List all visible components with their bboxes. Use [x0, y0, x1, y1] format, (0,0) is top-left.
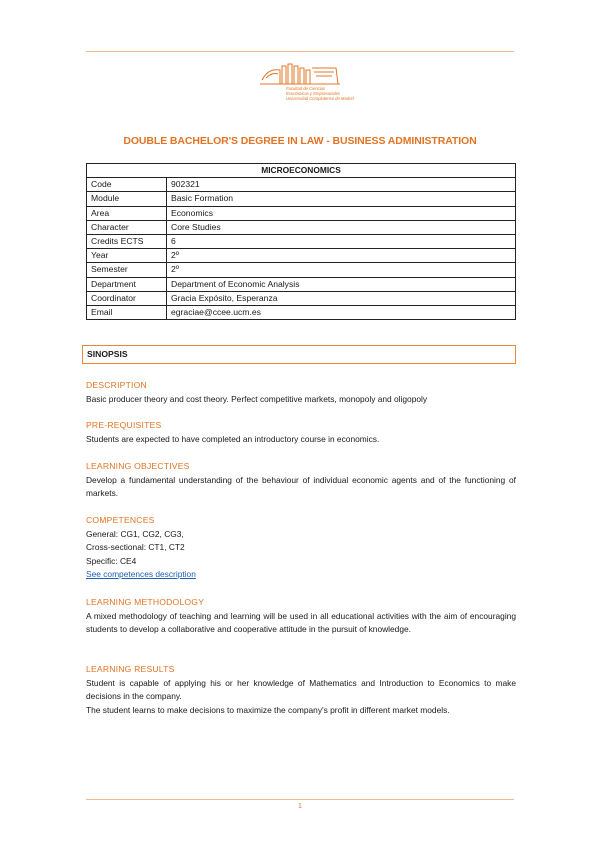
table-row	[87, 178, 516, 192]
description-section	[86, 380, 516, 406]
section-title: LEARNING RESULTS	[86, 664, 175, 674]
competences-section	[86, 515, 516, 582]
table-row	[87, 249, 516, 263]
methodology-text: A mixed methodology of teaching and learning will be used in all educational activities with the aim of encouraging students to develop a collaborative and cooperative attitude in the pursuit of knowledge.	[86, 611, 516, 635]
row-label: Coordinator	[87, 291, 167, 305]
row-label: Area	[87, 206, 167, 220]
table-row	[87, 306, 516, 320]
synopsis-label: SINOPSIS	[87, 349, 128, 359]
footer-rule	[86, 799, 514, 800]
table-row	[87, 206, 516, 220]
table-row	[87, 220, 516, 234]
page-number: 1	[298, 803, 302, 810]
table-header-row	[87, 164, 516, 178]
competences-general: General: CG1, CG2, CG3,	[86, 529, 184, 539]
row-label: Email	[87, 306, 167, 320]
table-row	[87, 291, 516, 305]
section-title: LEARNING OBJECTIVES	[86, 461, 190, 471]
table-row	[87, 192, 516, 206]
learning-objectives-text: Develop a fundamental understanding of the behaviour of individual economic agents and of the functioning of markets.	[86, 475, 516, 499]
results-text-1: Student is capable of applying his or her knowledge of Mathematics and Introduction to Economics to make decisions in the company.	[86, 678, 516, 702]
row-label: Year	[87, 249, 167, 263]
prerequisites-text: Students are expected to have completed an introductory course in economics.	[86, 434, 380, 444]
learning-results-section	[86, 664, 516, 717]
competences-specific: Specific: CE4	[86, 555, 137, 566]
learning-objectives-section	[86, 461, 516, 501]
logo-caption: Facultad de Ciencias Económicas y Empresariales Universidad Complutense de Madrid	[286, 86, 354, 102]
row-value: Basic Formation	[167, 192, 516, 206]
section-title: COMPETENCES	[86, 515, 155, 525]
row-value: Core Studies	[167, 220, 516, 234]
prerequisites-section	[86, 420, 516, 446]
header-rule	[86, 51, 514, 52]
table-row	[87, 263, 516, 277]
competences-cross-sectional: Cross-sectional: CT1, CT2	[86, 542, 185, 553]
course-name: MICROECONOMICS	[87, 164, 516, 178]
row-value: 902321	[167, 178, 516, 192]
row-label: Character	[87, 220, 167, 234]
email-value: egraciae@ccee.ucm.es	[167, 306, 516, 320]
row-value: 6	[167, 235, 516, 249]
synopsis-header	[82, 345, 516, 364]
row-label: Module	[87, 192, 167, 206]
section-title: PRE-REQUISITES	[86, 420, 162, 430]
competences-description-link[interactable]: See competences description	[86, 569, 196, 580]
row-value: Department of Economic Analysis	[167, 277, 516, 291]
section-title: DESCRIPTION	[86, 380, 147, 390]
row-value: 2º	[167, 249, 516, 263]
table-row	[87, 235, 516, 249]
row-label: Department	[87, 277, 167, 291]
row-value: 2º	[167, 263, 516, 277]
results-text-2: The student learns to make decisions to maximize the company's profit in different market models.	[86, 704, 450, 715]
methodology-section	[86, 597, 516, 637]
row-value: Gracia Expósito, Esperanza	[167, 291, 516, 305]
page-title: DOUBLE BACHELOR'S DEGREE IN LAW - BUSINESS ADMINISTRATION	[123, 135, 477, 147]
table-row	[87, 277, 516, 291]
row-value: Economics	[167, 206, 516, 220]
row-label: Credits ECTS	[87, 235, 167, 249]
row-label: Code	[87, 178, 167, 192]
course-info-table	[86, 163, 516, 320]
section-title: LEARNING METHODOLOGY	[86, 597, 205, 607]
description-text: Basic producer theory and cost theory. Perfect competitive markets, monopoly and oligopoly	[86, 394, 428, 404]
row-label: Semester	[87, 263, 167, 277]
